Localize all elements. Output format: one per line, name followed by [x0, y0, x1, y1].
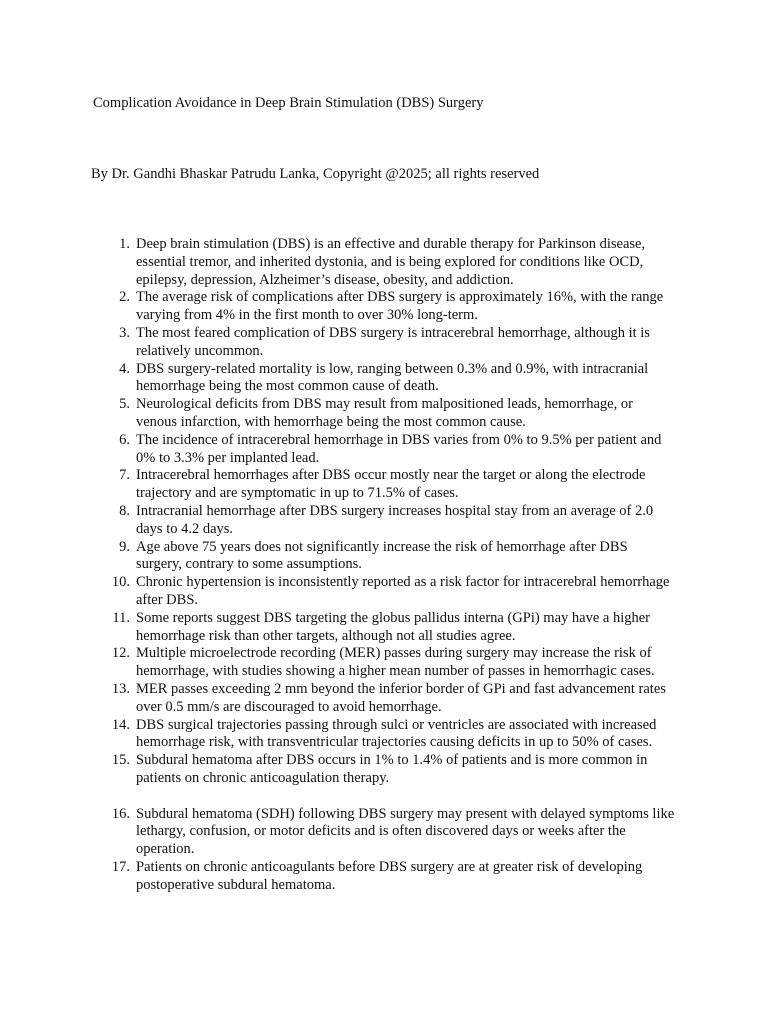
- list-item-number: 9.: [119, 538, 130, 555]
- list-item-number: 17.: [111, 858, 130, 875]
- list-item-number: 11.: [112, 609, 130, 626]
- list-item-text: Intracerebral hemorrhages after DBS occur mostly near the target or along the electrode trajectory and are symptomatic in up to 71.5% of cases.: [136, 467, 646, 502]
- list-item: [0, 539, 768, 575]
- list-item-text: Multiple microelectrode recording (MER) passes during surgery may increase the risk of hemorrhage, with studies showing a higher mean number of passes in hemorrhagic cases.: [136, 645, 655, 680]
- list-item-text: The most feared complication of DBS surgery is intracerebral hemorrhage, although it is relatively uncommon.: [136, 324, 650, 359]
- list-item-text: Subdural hematoma after DBS occurs in 1% to 1.4% of patients and is more common in patients on chronic anticoagulation therapy.: [136, 752, 648, 786]
- list-item-text: MER passes exceeding 2 mm beyond the inferior border of GPi and fast advancement rates over 0.5 mm/s are discouraged to avoid hemorrhage.: [136, 680, 666, 715]
- list-item-number: 7.: [119, 467, 130, 484]
- list-item: [0, 503, 768, 539]
- list-item: [0, 325, 768, 361]
- list-item: [0, 752, 768, 788]
- list-item: [0, 236, 768, 289]
- list-item: [0, 859, 768, 895]
- list-item-text: Patients on chronic anticoagulants before DBS surgery are at greater risk of developing postoperative subdural hematoma.: [136, 858, 643, 893]
- list-item-text: DBS surgery-related mortality is low, ranging between 0.3% and 0.9%, with intracranial hemorrhage being the most common cause of death.: [136, 360, 649, 395]
- list-item-number: 16.: [111, 805, 130, 822]
- list-item-text: DBS surgical trajectories passing through sulci or ventricles are associated with increased hemorrhage risk, with transventricular trajectories causing deficits in up to 50% of cases.: [136, 716, 657, 751]
- list-item-number: 13.: [111, 680, 130, 697]
- list-item-text: The average risk of complications after DBS surgery is approximately 16%, with the range varying from 4% in the first month to over 30% long-term.: [136, 289, 664, 324]
- list-item-text: Chronic hypertension is inconsistently reported as a risk factor for intracerebral hemorrhage after DBS.: [136, 574, 670, 608]
- list-item-number: 12.: [111, 645, 130, 662]
- list-item-number: 2.: [119, 289, 130, 306]
- list-item-text: Age above 75 years does not significantly increase the risk of hemorrhage after DBS surgery, contrary to some assumptions.: [136, 538, 628, 573]
- list-item: [0, 681, 768, 717]
- list-item: [0, 289, 768, 325]
- list-item-text: The incidence of intracerebral hemorrhage in DBS varies from 0% to 9.5% per patient and 0% to 3.3% per implanted lead.: [136, 431, 662, 466]
- list-item-number: 3.: [119, 324, 130, 341]
- list-item: [0, 467, 768, 503]
- list-item-text: Intracranial hemorrhage after DBS surgery increases hospital stay from an average of 2.0 days to 4.2 days.: [136, 502, 654, 537]
- list-item: [0, 432, 768, 468]
- list-item: [0, 361, 768, 397]
- list-item-text: Deep brain stimulation (DBS) is an effective and durable therapy for Parkinson disease, essential tremor, and inherited dystonia, and is being explored for conditions like OCD, epilepsy, depression, Alzheimer’s disease, obesity, and addiction.: [136, 236, 646, 288]
- list-item: [0, 717, 768, 753]
- list-item-text: Neurological deficits from DBS may result from malpositioned leads, hemorrhage, or venous infarction, with hemorrhage being the most common cause.: [136, 396, 633, 430]
- list-item-number: 14.: [111, 716, 130, 733]
- numbered-list: [0, 236, 768, 894]
- document-title: Complication Avoidance in Deep Brain Stimulation (DBS) Surgery: [93, 95, 484, 111]
- list-item-text: Some reports suggest DBS targeting the globus pallidus interna (GPi) may have a higher hemorrhage risk than other targets, although not all studies agree.: [136, 609, 650, 644]
- list-item-number: 15.: [111, 752, 130, 769]
- list-item: [0, 645, 768, 681]
- list-item: [0, 806, 768, 859]
- author-byline: By Dr. Gandhi Bhaskar Patrudu Lanka, Copyright @2025; all rights reserved: [91, 166, 540, 182]
- list-item-text: Subdural hematoma (SDH) following DBS surgery may present with delayed symptoms like lethargy, confusion, or motor deficits and is often discovered days or weeks after the operation.: [136, 805, 675, 858]
- list-item-number: 6.: [119, 431, 130, 448]
- list-item-number: 10.: [111, 574, 130, 591]
- list-item: [0, 610, 768, 646]
- list-item-number: 5.: [119, 396, 130, 413]
- list-item: [0, 574, 768, 610]
- list-item-number: 4.: [119, 360, 130, 377]
- list-item-number: 1.: [119, 236, 130, 252]
- list-item-number: 8.: [119, 502, 130, 519]
- list-item: [0, 396, 768, 432]
